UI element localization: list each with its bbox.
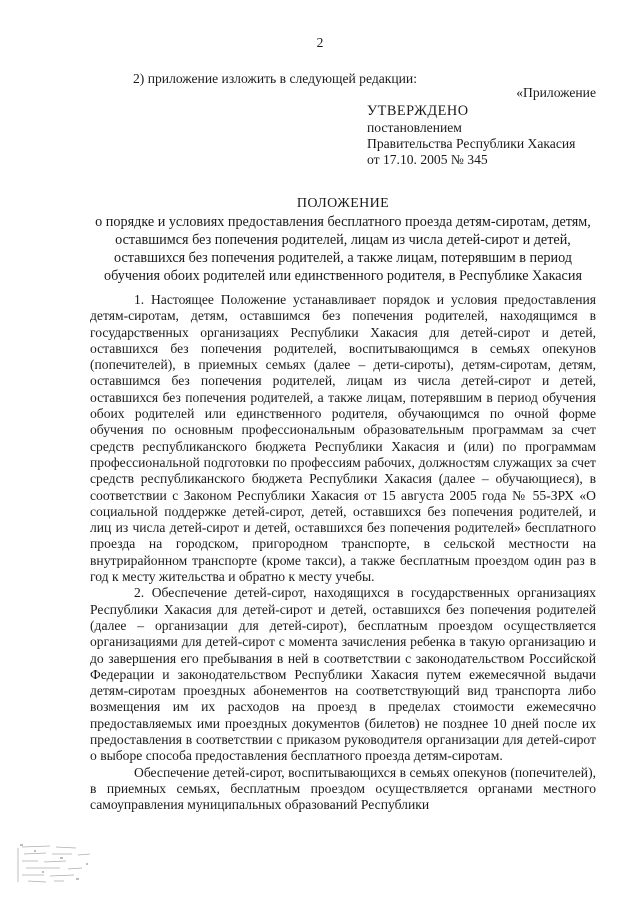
approval-line: постановлением [367, 120, 462, 135]
document-subtitle [90, 213, 596, 285]
paragraph-1: 1. Настоящее Положение устанавливает порядок и условия предоставления детям-сиротам, детям, оставшимся без попечения родителей, находящимся в государственных организациях Республики Хакасия для детей-сирот и детей, оставшихся без попечения родителей, воспитывающимся в семьях опекунов (попечителей), в приемных семьях (далее – дети-сироты), детям-сиротам, детям, оставшимся без попечения родителей, лицам из числа детей-сирот и детей, оставшихся без попечения родителей, а также лицам, потерявшим в период обучения обоих родителей или единственного родителя, обучающимся по очной форме обучения по основным профессиональным образовательным программам за счет средств республиканского бюджета Республики Хакасия и (или) по программам профессиональной подготовки по профессиям рабочих, должностям служащих за счет средств республиканского бюджета Республики Хакасия (далее – обучающиеся), в соответствии с Законом Республики Хакасия от 15 августа 2005 года № 55-ЗРХ «О социальной поддержке детей-сирот, детей, оставшихся без попечения родителей, и лиц из числа детей-сирот и детей, оставшихся без попечения родителей» бесплатного проезда на городском, пригородном транспорте, в сельской местности на внутрирайонном транспорте (кроме такси), а также бесплатным проездом один раз в год к месту жительства и обратно к месту учебы. [90, 292, 596, 585]
approval-line: от 17.10. 2005 № 345 [367, 152, 488, 167]
amendment-intro: 2) приложение изложить в следующей редакции: [133, 71, 417, 86]
approval-block [367, 103, 575, 168]
paragraph-2: 2. Обеспечение детей-сирот, находящихся в государственных организациях Республики Хакасия для детей-сирот и детей, оставшихся без попечения родителей (далее – организации для детей-сирот), бесплатным проездом осуществляется организациями для детей-сирот с момента зачисления ребенка в такую организацию и до завершения его пребывания в ней в соответствии с законодательством Российской Федерации и законодательством Республики Хакасия путем ежемесячной выдачи детям-сиротам проездных абонементов на соответствующий вид транспорта либо возмещения им их расходов на проезд в пределах стоимости ежемесячно предоставляемых ими проездных документов (билетов) не позднее 10 дней после их предоставления в соответствии с приказом руководителя организации для детей-сирот о выборе способа предоставления бесплатного проезда детям-сиротам. [90, 585, 596, 764]
subtitle-line: оставшимся без попечения родителей, лицам из числа детей-сирот и детей, [115, 232, 571, 248]
document-title: ПОЛОЖЕНИЕ [296, 196, 390, 211]
paragraph-3: Обеспечение детей-сирот, воспитывающихся в семьях опекунов (попечителей), в приемных семьях, бесплатным проездом осуществляется органами местного самоуправления муниципальных образований Республики [90, 764, 596, 813]
document-body [90, 292, 596, 814]
registration-stamp [16, 842, 114, 886]
appendix-reference: «Приложение [516, 85, 596, 100]
approval-title: УТВЕРЖДЕНО [367, 103, 469, 119]
subtitle-line: о порядке и условиях предоставления бесплатного проезда детям-сиротам, детям, [95, 214, 591, 230]
subtitle-line: оставшихся без попечения родителей, а также лицам, потерявшим в период [114, 250, 572, 266]
subtitle-line: обучения обоих родителей или единственного родителя, в Республике Хакасия [104, 268, 582, 284]
approval-line: Правительства Республики Хакасия [367, 136, 576, 151]
page-number: 2 [316, 35, 324, 50]
